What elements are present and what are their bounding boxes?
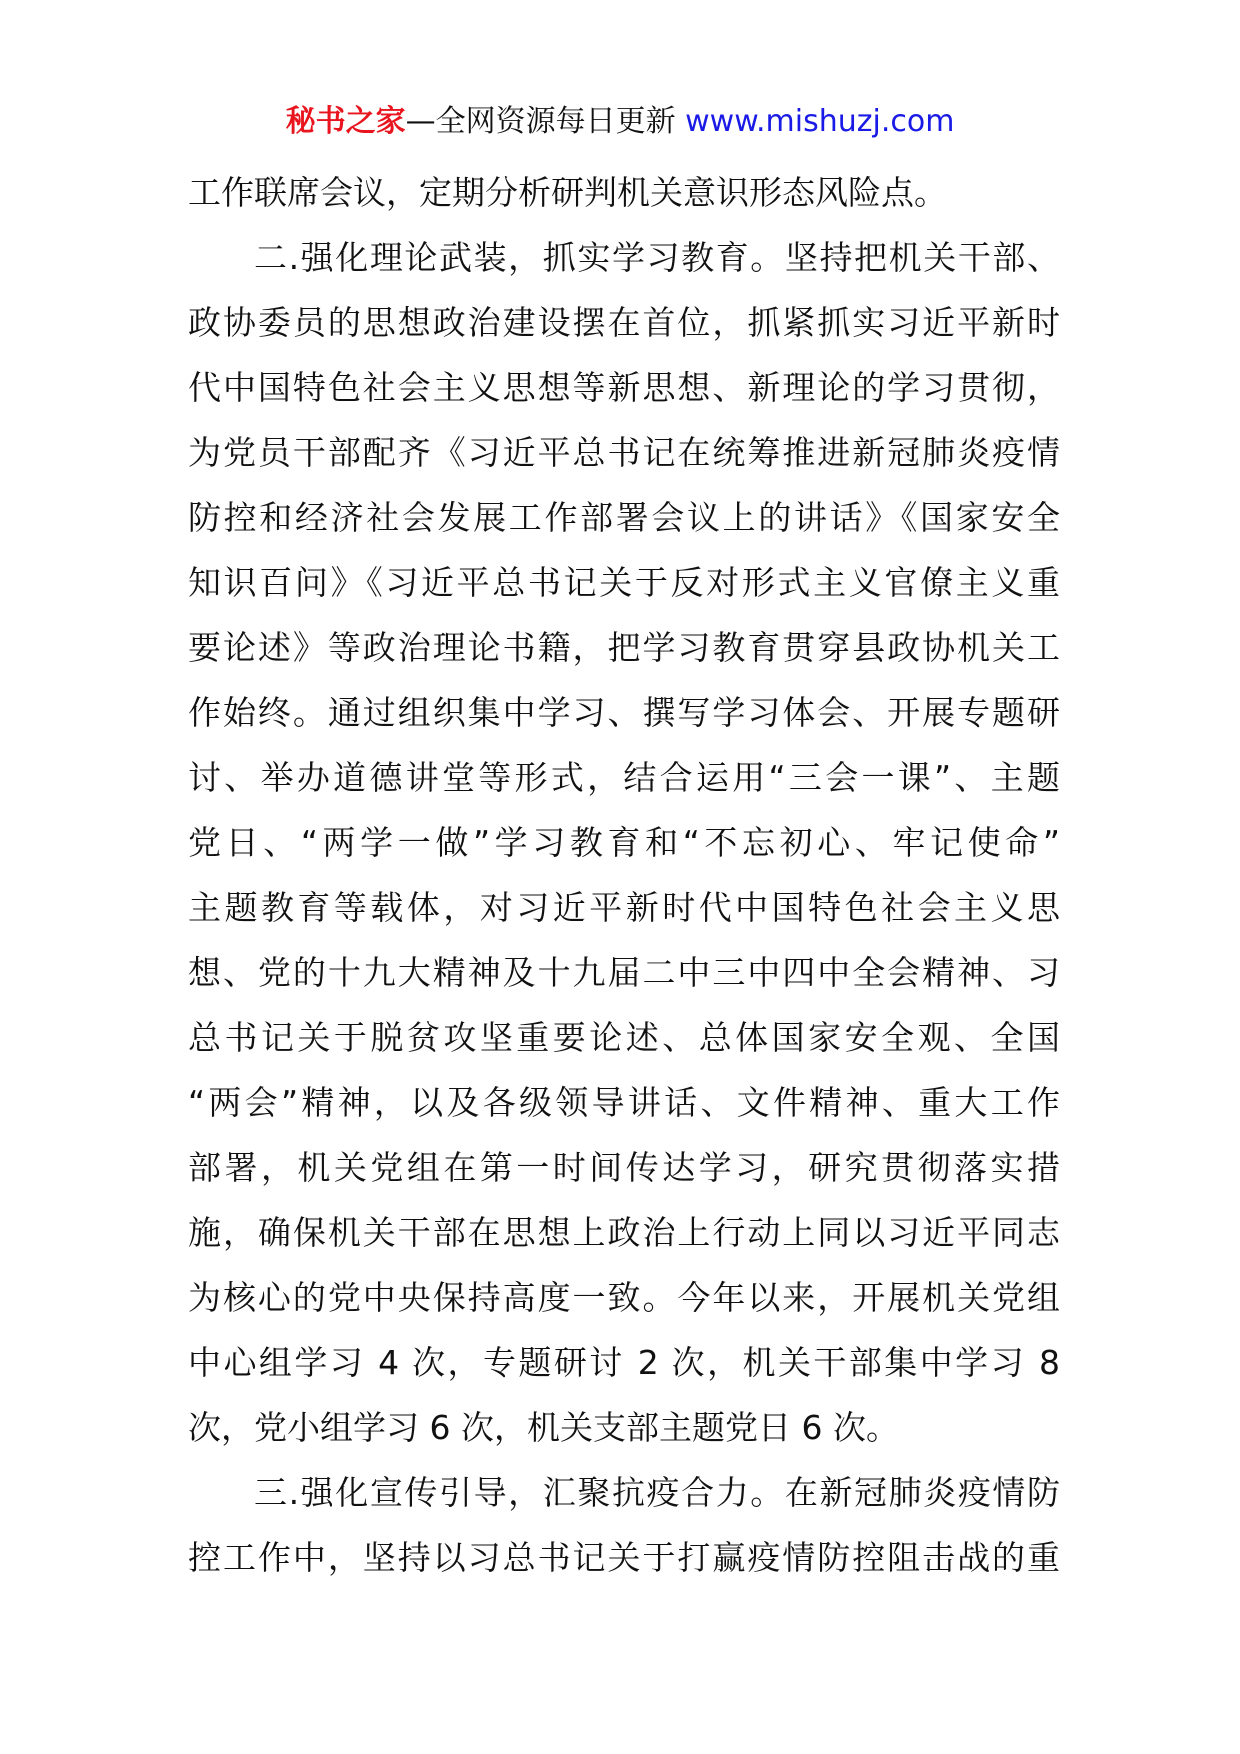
text-line: 中心组学习 4 次，专题研讨 2 次，机关干部集中学习 8: [188, 1343, 1060, 1382]
text-line: 要论述》等政治理论书籍，把学习教育贯穿县政协机关工: [188, 628, 1060, 667]
text-line: 总书记关于脱贫攻坚重要论述、总体国家安全观、全国: [188, 1018, 1060, 1057]
text-line: 控工作中，坚持以习总书记关于打赢疫情防控阻击战的重: [188, 1538, 1060, 1577]
page-header: [0, 100, 1240, 144]
text-line: 施，确保机关干部在思想上政治上行动上同以习近平同志: [188, 1213, 1060, 1252]
text-line: 主题教育等载体，对习近平新时代中国特色社会主义思: [188, 888, 1060, 927]
brand-name: 秘书之家: [285, 104, 406, 139]
text-line: 讨、举办道德讲堂等形式，结合运用“三会一课”、主题: [188, 758, 1060, 797]
header-tagline: —全网资源每日更新: [405, 104, 686, 139]
paragraph-heading-line: 二.强化理论武装，抓实学习教育。坚持把机关干部、: [254, 238, 1060, 277]
text-line: 次，党小组学习 6 次，机关支部主题党日 6 次。: [188, 1408, 899, 1447]
text-line: 政协委员的思想政治建设摆在首位，抓紧抓实习近平新时: [188, 303, 1060, 342]
text-line: 代中国特色社会主义思想等新思想、新理论的学习贯彻，: [188, 368, 1060, 407]
text-line: 党日、“两学一做”学习教育和“不忘初心、牢记使命”: [188, 823, 1060, 862]
text-line: 为核心的党中央保持高度一致。今年以来，开展机关党组: [188, 1278, 1060, 1317]
text-line: 作始终。通过组织集中学习、撰写学习体会、开展专题研: [188, 693, 1060, 732]
document-body: [188, 160, 1060, 1590]
text-line: 知识百问》《习近平总书记关于反对形式主义官僚主义重: [188, 563, 1060, 602]
text-line: 防控和经济社会发展工作部署会议上的讲话》《国家安全: [188, 498, 1060, 537]
paragraph-heading-line: 三.强化宣传引导，汇聚抗疫合力。在新冠肺炎疫情防: [254, 1473, 1060, 1512]
text-line: “两会”精神，以及各级领导讲话、文件精神、重大工作: [188, 1083, 1060, 1122]
site-link[interactable]: www.mishuzj.com: [685, 104, 955, 139]
text-line: 想、党的十九大精神及十九届二中三中四中全会精神、习: [188, 953, 1060, 992]
text-line: 为党员干部配齐《习近平总书记在统筹推进新冠肺炎疫情: [188, 433, 1060, 472]
text-line: 部署，机关党组在第一时间传达学习，研究贯彻落实措: [188, 1148, 1060, 1187]
text-line: 工作联席会议，定期分析研判机关意识形态风险点。: [188, 173, 947, 212]
